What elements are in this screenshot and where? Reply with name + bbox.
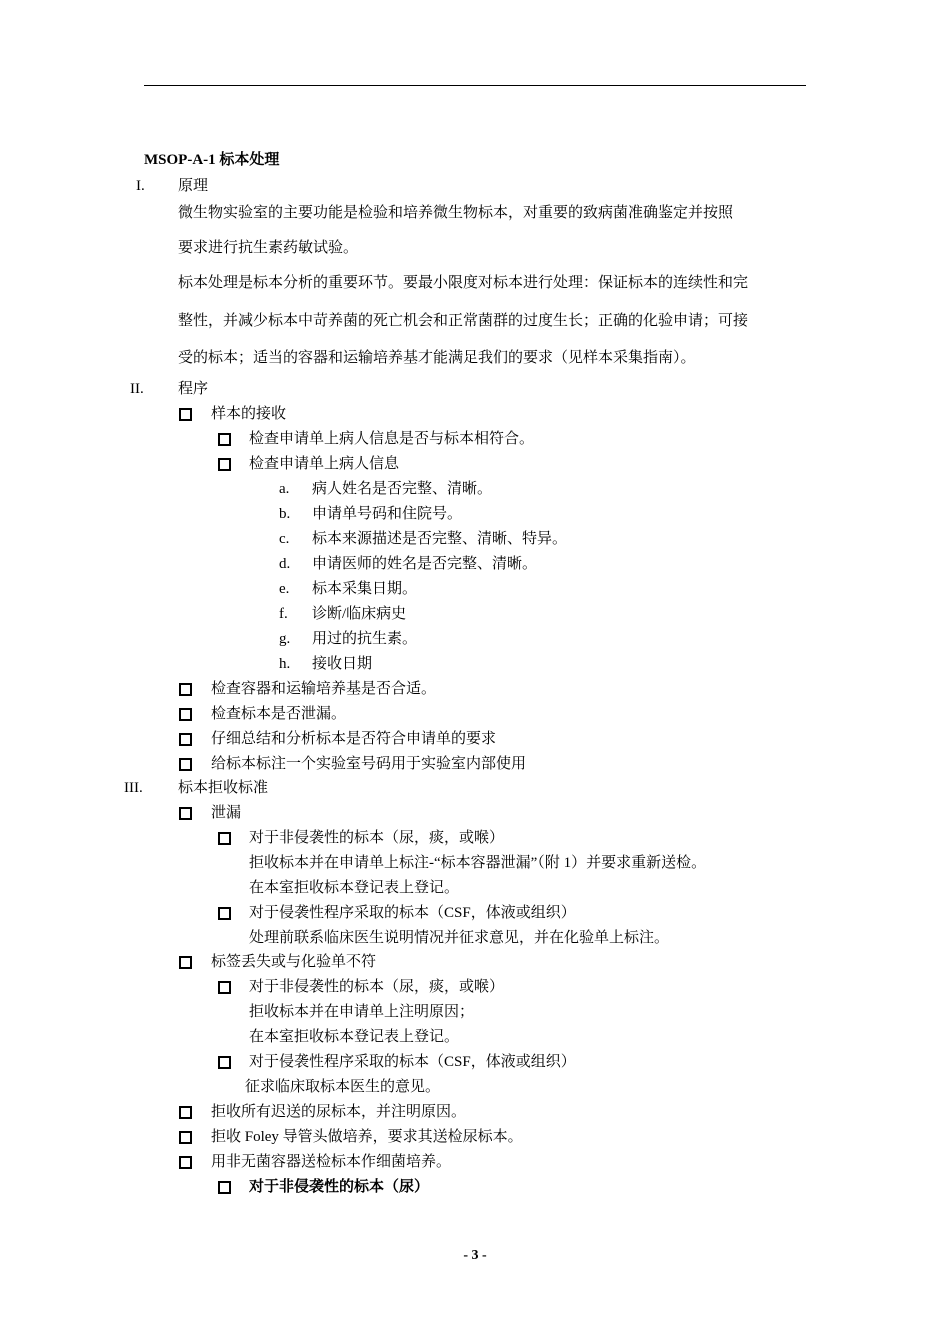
list-item: 申请医师的姓名是否完整、清晰。 [312, 556, 538, 572]
checkbox-icon [218, 981, 231, 994]
bullet-check-2: 检查申请单上病人信息 [249, 456, 400, 472]
checkbox-icon [179, 733, 192, 746]
page-number: - 3 - [463, 1248, 487, 1263]
bullet-lab-number: 给标本标注一个实验室号码用于实验室内部使用 [211, 756, 527, 772]
bullet-leak: 泄漏 [211, 805, 242, 821]
list-item-letter: b. [279, 506, 291, 522]
checkbox-icon [218, 1056, 231, 1069]
list-item: 用过的抗生素。 [312, 631, 418, 647]
section-title: MSOP-A-1 标本处理 [144, 152, 280, 168]
bullet-leak-invasive: 对于侵袭性程序采取的标本（CSF，体液或组织） [249, 905, 576, 921]
checkbox-icon [179, 807, 192, 820]
list-item-letter: c. [279, 531, 290, 547]
section-3-heading: 标本拒收标准 [178, 780, 269, 796]
list-item: 标本采集日期。 [312, 581, 418, 597]
list-item: 接收日期 [312, 656, 373, 672]
bullet-nonsterile: 用非无菌容器送检标本作细菌培养。 [211, 1154, 452, 1170]
section-3-number: III. [124, 780, 143, 796]
checkbox-icon [218, 458, 231, 471]
list-item-letter: a. [279, 481, 290, 497]
paragraph-line: 标本处理是标本分析的重要环节。要最小限度对标本进行处理：保证标本的连续性和完 [178, 275, 749, 291]
list-item: 诊断/临床病史 [312, 606, 407, 622]
section-1-heading: 原理 [178, 178, 209, 194]
section-2-number: II. [130, 381, 144, 397]
checkbox-icon [179, 1106, 192, 1119]
bullet-nonsterile-noninvasive: 对于非侵袭性的标本（尿） [249, 1179, 430, 1195]
checkbox-icon [179, 683, 192, 696]
checkbox-icon [179, 1156, 192, 1169]
list-item-letter: f. [279, 606, 288, 622]
paragraph-line: 在本室拒收标本登记表上登记。 [249, 1029, 460, 1045]
checkbox-icon [218, 433, 231, 446]
bullet-label-noninvasive: 对于非侵袭性的标本（尿，痰，或喉） [249, 979, 505, 995]
list-item-letter: d. [279, 556, 291, 572]
checkbox-icon [179, 1131, 192, 1144]
checkbox-icon [179, 956, 192, 969]
bullet-container-check: 检查容器和运输培养基是否合适。 [211, 681, 437, 697]
list-item: 病人姓名是否完整、清晰。 [312, 481, 493, 497]
paragraph-line: 微生物实验室的主要功能是检验和培养微生物标本，对重要的致病菌准确鉴定并按照 [178, 205, 734, 221]
header-rule [144, 85, 806, 86]
bullet-label-invasive: 对于侵袭性程序采取的标本（CSF，体液或组织） [249, 1054, 576, 1070]
checkbox-icon [218, 907, 231, 920]
list-item-letter: h. [279, 656, 291, 672]
bullet-analysis: 仔细总结和分析标本是否符合申请单的要求 [211, 731, 497, 747]
checkbox-icon [179, 708, 192, 721]
paragraph-line: 拒收标本并在申请单上注明原因； [249, 1004, 475, 1020]
section-1-number: I. [136, 178, 145, 194]
list-item-letter: e. [279, 581, 290, 597]
list-item: 申请单号码和住院号。 [312, 506, 463, 522]
bullet-receive: 样本的接收 [211, 406, 287, 422]
paragraph-line: 拒收标本并在申请单上标注-“标本容器泄漏”（附 1）并要求重新送检。 [249, 855, 707, 871]
bullet-reject-late-urine: 拒收所有迟送的尿标本，并注明原因。 [211, 1104, 467, 1120]
checkbox-icon [218, 1181, 231, 1194]
paragraph-line: 征求临床取标本医生的意见。 [245, 1079, 441, 1095]
bullet-leak-check: 检查标本是否泄漏。 [211, 706, 347, 722]
list-item: 标本来源描述是否完整、清晰、特异。 [312, 531, 568, 547]
bullet-label: 标签丢失或与化验单不符 [211, 954, 377, 970]
paragraph-line: 处理前联系临床医生说明情况并征求意见，并在化验单上标注。 [249, 930, 670, 946]
section-2-heading: 程序 [178, 381, 209, 397]
checkbox-icon [179, 758, 192, 771]
paragraph-line: 整性，并减少标本中苛养菌的死亡机会和正常菌群的过度生长；正确的化验申请；可接 [178, 313, 749, 329]
bullet-reject-foley: 拒收 Foley 导管头做培养，要求其送检尿标本。 [211, 1129, 523, 1145]
bullet-leak-noninvasive: 对于非侵袭性的标本（尿，痰，或喉） [249, 830, 505, 846]
list-item-letter: g. [279, 631, 291, 647]
paragraph-line: 在本室拒收标本登记表上登记。 [249, 880, 460, 896]
paragraph-line: 受的标本；适当的容器和运输培养基才能满足我们的要求（见样本采集指南）。 [178, 350, 696, 366]
paragraph-line: 要求进行抗生素药敏试验。 [178, 240, 359, 256]
checkbox-icon [218, 832, 231, 845]
bullet-check-1: 检查申请单上病人信息是否与标本相符合。 [249, 431, 535, 447]
checkbox-icon [179, 408, 192, 421]
